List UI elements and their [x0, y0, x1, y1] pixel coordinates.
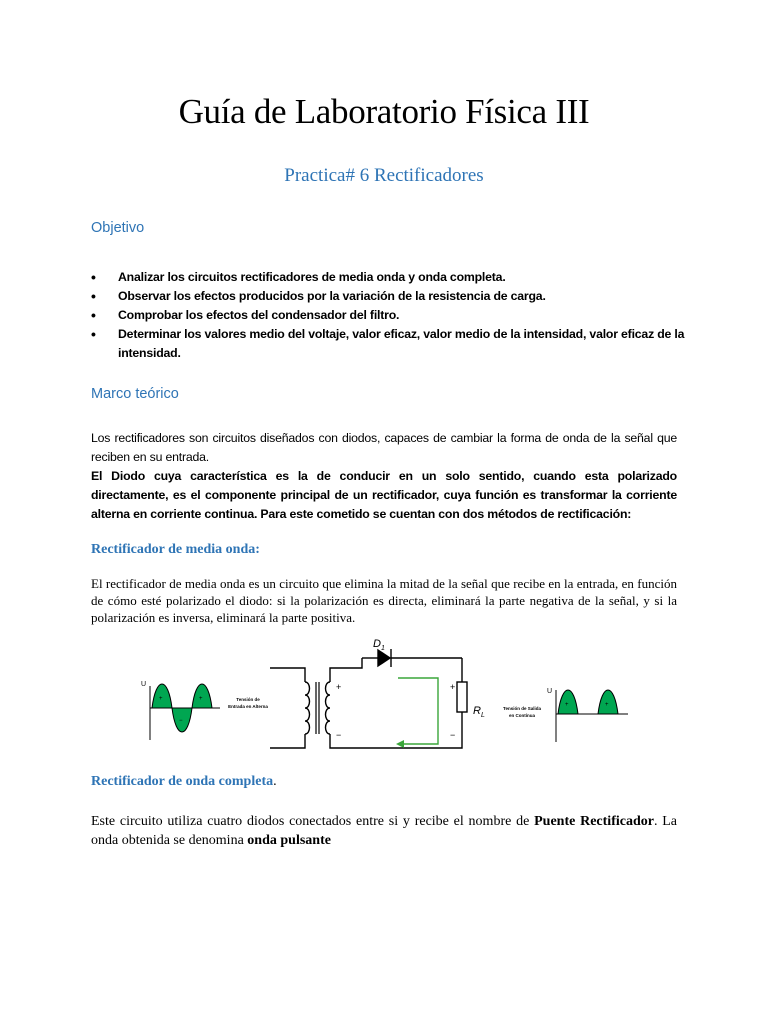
- objetivo-item: • Observar los efectos producidos por la variación de la resistencia de carga.: [91, 287, 691, 306]
- practice-subtitle: Practica# 6 Rectificadores: [284, 165, 484, 186]
- document-title: Guía de Laboratorio Física III: [178, 92, 590, 131]
- half-wave-rectifier-diagram: [130, 638, 650, 758]
- objetivo-item: • Comprobar los efectos del condensador del filtro.: [91, 306, 691, 325]
- transformer: [270, 658, 462, 748]
- input-waveform: [141, 681, 220, 740]
- objetivo-item: • Analizar los circuitos rectificadores de media onda y onda completa.: [91, 268, 691, 287]
- output-label-line1: Tensión de Salida: [503, 706, 541, 711]
- onda-completa-paragraph: Este circuito utiliza cuatro diodos conectados entre si y recibe el nombre de Puente Rectificador. La onda obtenida se denomina onda pulsante: [91, 814, 678, 848]
- load-resistor: [457, 682, 467, 712]
- objetivo-list: [91, 268, 691, 363]
- objetivo-item: • Determinar los valores medio del voltaje, valor eficaz, valor medio de la intensidad, valor eficaz de la intensidad.: [91, 325, 691, 363]
- output-axis-label: U: [547, 688, 553, 695]
- svg-text:−: −: [179, 718, 183, 724]
- marco-paragraph-1: Los rectificadores son circuitos diseñados con diodos, capaces de cambiar la forma de onda de la señal que reciben en su entrada.: [91, 431, 677, 464]
- marco-heading: Marco teórico: [91, 386, 179, 402]
- diode-label: $D_1$: [373, 638, 385, 652]
- marco-paragraph-2: El Diodo cuya característica es la de conducir en un solo sentido, cuando esta polarizado directamente, es el componente principal de un rectificador, cuya función es transformar la corriente alterna en corriente continua. Para este cometido se cuentan con dos métodos de rectificación:: [91, 469, 677, 521]
- input-label-line2: Entrada en Alterna: [228, 704, 268, 709]
- diode-d1: [362, 649, 462, 682]
- load-plus: +: [450, 682, 456, 692]
- objetivo-heading: Objetivo: [91, 220, 145, 236]
- current-direction-arrow: [396, 678, 438, 748]
- svg-text:+: +: [565, 702, 569, 708]
- output-label-line2: en Contínua: [509, 713, 535, 718]
- output-waveform: [547, 688, 628, 742]
- media-onda-heading: Rectificador de media onda:: [91, 542, 260, 557]
- load-minus: −: [450, 730, 456, 740]
- svg-text:+: +: [159, 696, 163, 702]
- onda-completa-heading: Rectificador de onda completa.: [91, 774, 277, 789]
- secondary-minus: −: [336, 730, 342, 740]
- resistor-label: $R_L$: [473, 705, 485, 719]
- secondary-plus: +: [336, 682, 342, 692]
- svg-text:+: +: [605, 702, 609, 708]
- media-onda-paragraph: El rectificador de media onda es un circuito que elimina la mitad de la señal que recibe en la entrada, en función de cómo esté polarizado el diodo: si la polarización es directa, eliminará la parte negativa de la señal, y si la polarización es inversa, eliminará la parte positiva.: [91, 576, 677, 625]
- input-label-line1: Tensión de: [236, 697, 260, 702]
- svg-text:+: +: [199, 696, 203, 702]
- input-axis-label: U: [141, 681, 147, 688]
